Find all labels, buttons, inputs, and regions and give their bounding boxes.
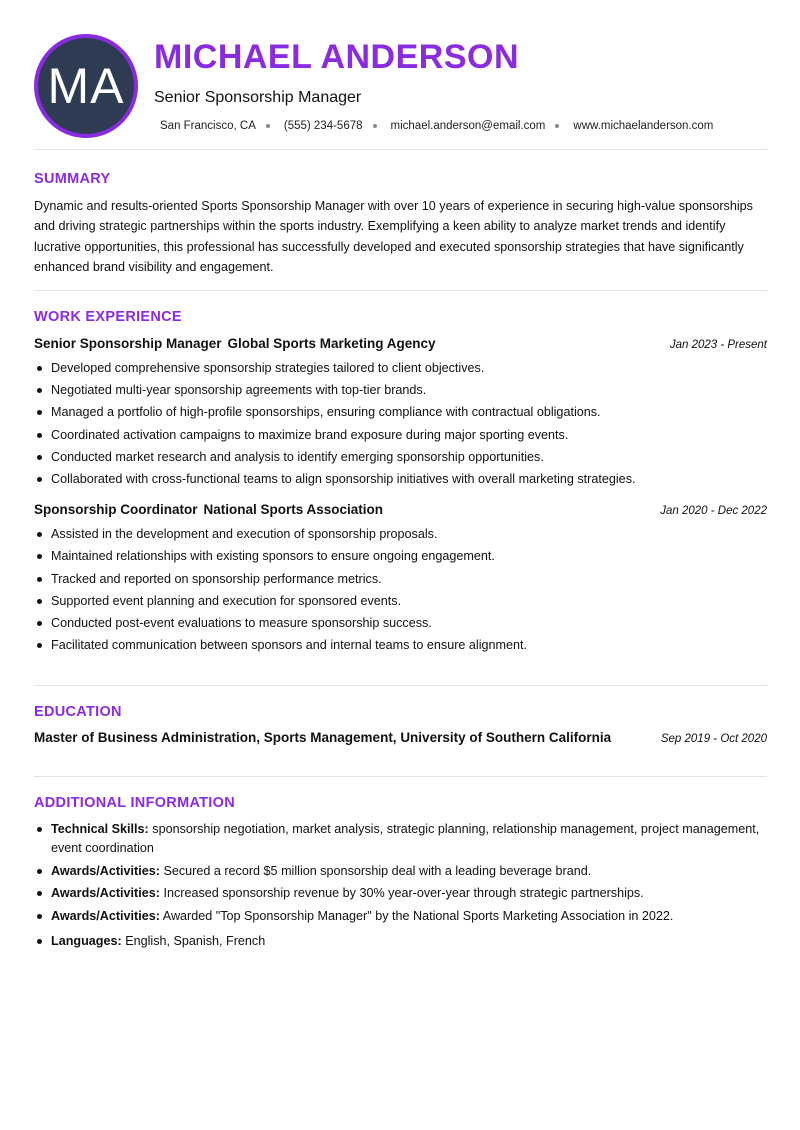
list-item	[34, 820, 767, 858]
list-item: Facilitated communication between sponsors and internal teams to ensure alignment.	[34, 634, 767, 656]
job-title-line	[34, 336, 436, 351]
job-role: Sponsorship Coordinator	[34, 502, 198, 518]
job-title-line	[34, 502, 383, 517]
candidate-title: Senior Sponsorship Manager	[154, 89, 362, 106]
info-label: Technical Skills:	[51, 822, 149, 836]
resume-header	[34, 0, 767, 150]
contact-location: San Francisco, CA	[160, 120, 256, 132]
job-header	[34, 502, 767, 517]
job-bullets	[34, 357, 767, 490]
list-item	[34, 907, 767, 926]
summary-heading: SUMMARY	[34, 171, 111, 187]
info-text: Secured a record $5 million sponsorship deal with a leading beverage brand.	[163, 863, 592, 878]
list-item: Managed a portfolio of high-profile sponsorships, ensuring compliance with contractual obligations.	[34, 401, 767, 423]
work-experience-heading: WORK EXPERIENCE	[34, 309, 182, 325]
additional-info-list	[34, 820, 767, 951]
work-experience-section	[34, 291, 767, 686]
list-item: Supported event planning and execution for sponsored events.	[34, 590, 767, 612]
list-item: Assisted in the development and execution of sponsorship proposals.	[34, 523, 767, 545]
additional-information-section	[34, 777, 767, 951]
list-item: Conducted post-event evaluations to measure sponsorship success.	[34, 612, 767, 634]
job-dates: Jan 2020 - Dec 2022	[660, 505, 767, 518]
job-bullets	[34, 523, 767, 656]
list-item	[34, 932, 767, 951]
list-item	[34, 884, 767, 903]
list-item	[34, 862, 767, 881]
contact-website[interactable]: www.michaelanderson.com	[573, 120, 714, 132]
contact-email[interactable]: michael.anderson@email.com	[390, 120, 546, 132]
info-label: Awards/Activities:	[51, 863, 160, 878]
job-role: Senior Sponsorship Manager	[34, 336, 222, 351]
education-dates: Sep 2019 - Oct 2020	[660, 733, 767, 745]
job-dates: Jan 2023 - Present	[669, 339, 767, 351]
contact-phone[interactable]: (555) 234-5678	[283, 120, 363, 132]
education-section	[34, 686, 767, 777]
job-company: National Sports Association	[203, 502, 384, 518]
list-item: Coordinated activation campaigns to maximize brand exposure during major sporting events.	[34, 424, 767, 446]
info-text: English, Spanish, French	[125, 933, 266, 948]
dot-separator-icon	[373, 124, 377, 128]
summary-text: Dynamic and results-oriented Sports Sponsorship Manager with over 10 years of experience in securing high-value sponsorships and driving strategic partnerships within the sports industry. Exemplifying a keen ability to analyze market trends and identify lucrative opportunities, this professional has successfully developed and executed sponsorship strategies that have significantly enhanced brand visibility and engagement.	[34, 199, 753, 274]
list-item: Maintained relationships with existing sponsors to ensure ongoing engagement.	[34, 545, 767, 567]
job-header	[34, 336, 767, 351]
dot-separator-icon	[266, 124, 270, 128]
list-item: Collaborated with cross-functional teams to align sponsorship initiatives with overall marketing strategies.	[34, 468, 767, 490]
summary-section	[34, 150, 767, 291]
list-item: Negotiated multi-year sponsorship agreements with top-tier brands.	[34, 379, 767, 401]
avatar-initials: MA	[47, 58, 125, 114]
avatar	[34, 34, 138, 138]
education-entry	[34, 730, 767, 745]
info-label: Awards/Activities:	[51, 886, 160, 900]
candidate-name: MICHAEL ANDERSON	[154, 38, 520, 76]
info-text: Awarded "Top Sponsorship Manager" by the National Sports Marketing Association in 2022.	[162, 908, 674, 923]
dot-separator-icon	[555, 124, 559, 128]
info-text: Increased sponsorship revenue by 30% year-over-year through strategic partnerships.	[163, 886, 644, 900]
list-item: Tracked and reported on sponsorship performance metrics.	[34, 568, 767, 590]
list-item: Developed comprehensive sponsorship strategies tailored to client objectives.	[34, 357, 767, 379]
info-label: Languages:	[51, 933, 122, 948]
education-heading: EDUCATION	[34, 704, 122, 720]
additional-information-heading: ADDITIONAL INFORMATION	[34, 795, 235, 811]
info-text: sponsorship negotiation, market analysis, strategic planning, relationship management, project management, event coordination	[51, 822, 760, 855]
job-company: Global Sports Marketing Agency	[227, 336, 436, 351]
list-item: Conducted market research and analysis to identify emerging sponsorship opportunities.	[34, 446, 767, 468]
job-entry	[34, 502, 767, 656]
education-degree: Master of Business Administration, Sports Management, University of Southern California	[34, 730, 612, 745]
contact-line	[160, 120, 713, 132]
info-label: Awards/Activities:	[51, 908, 160, 923]
job-entry	[34, 336, 767, 490]
